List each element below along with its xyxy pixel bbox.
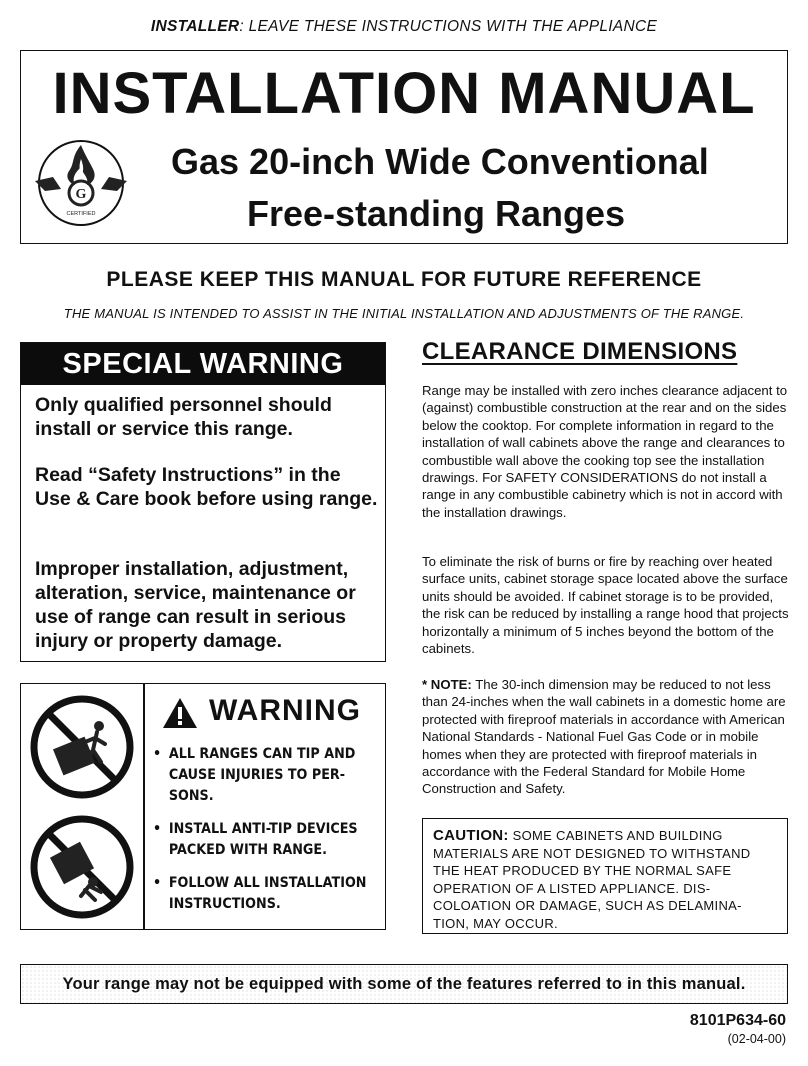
logo-text: CERTIFIED bbox=[66, 211, 96, 217]
warning-item: • ALL RANGES CAN TIP AND CAUSE INJURIES TO PER- SONS. bbox=[153, 744, 398, 807]
document-number: 8101P634-60 bbox=[689, 1012, 786, 1029]
clearance-paragraph-2: To eliminate the risk of burns or fire by reaching over heated surface units, cabinet storage space located above the surface units should be avoided. If cabinet storage is to be provided, the risk can be reduced by installing a range hood that projects horizontally a minimum of 5 inches beyond the bottom of the cabinets. bbox=[422, 554, 789, 657]
warning-word: WARNING bbox=[209, 694, 361, 727]
installer-text: : LEAVE THESE INSTRUCTIONS WITH THE APPLIANCE bbox=[239, 18, 658, 35]
special-warning-box bbox=[20, 342, 386, 662]
warning-item: • INSTALL ANTI-TIP DEVICES PACKED WITH RANGE. bbox=[153, 819, 398, 861]
special-warning-heading: SPECIAL WARNING bbox=[21, 343, 385, 385]
subtitle-line-1: Gas 20-inch Wide Conventional bbox=[171, 141, 709, 182]
features-notice-bar bbox=[20, 964, 788, 1004]
subtitle-line-2: Free-standing Ranges bbox=[246, 193, 626, 234]
installer-notice bbox=[0, 18, 808, 36]
flame-certification-seal-icon bbox=[31, 137, 143, 227]
caution-text: SOME CABINETS AND BUILDING MATERIALS ARE NOT DESIGNED TO WITHSTAND THE HEAT PRODUCED BY THE NORMAL SAFE OPERATION OF A LISTED APPLIANCE. DIS-COLOATION OR DAMAGE, SUCH AS DELAMINA-TION, MAY OCCUR. bbox=[433, 828, 751, 931]
document-date: (02-04-00) bbox=[727, 1032, 786, 1046]
caution-label: CAUTION: bbox=[433, 827, 509, 844]
warning-list bbox=[153, 744, 383, 927]
intended-notice: THE MANUAL IS INTENDED TO ASSIST IN THE INITIAL INSTALLATION AND ADJUSTMENTS OF THE RANGE. bbox=[63, 306, 745, 321]
special-warning-paragraph: Read “Safety Instructions” in the Use & Care book before using range. bbox=[35, 464, 378, 510]
warning-triangle-icon bbox=[161, 696, 199, 730]
main-title: INSTALLATION MANUAL bbox=[52, 61, 756, 126]
keep-manual-notice: PLEASE KEEP THIS MANUAL FOR FUTURE REFERENCE bbox=[106, 268, 702, 291]
caution-box bbox=[422, 818, 788, 934]
features-notice: Your range may not be equipped with some of the features referred to in this manual. bbox=[62, 975, 746, 993]
note-label: * NOTE: bbox=[422, 677, 472, 692]
installer-label: INSTALLER bbox=[150, 18, 240, 35]
clearance-heading: CLEARANCE DIMENSIONS bbox=[422, 338, 738, 365]
note-text: The 30-inch dimension may be reduced to not less than 24-inches when the wall cabinets in a domestic home are protected with fireproof materials in accordance with American National Standards - National Fuel Gas Code or in mobile homes when they are protected with fireproof materials in accordance with the Federal Standard for Mobile Home Construction and Safety. bbox=[422, 677, 786, 797]
clearance-paragraph-1: Range may be installed with zero inches clearance adjacent to (against) combustible construction at the rear and on the sides below the cooktop. For complete information in regard to the installation of wall cabinets above the range and clearances to combustible wall above the cooking top see the installation drawings. For SAFETY CONSIDERATIONS do not install a range in any combustible cabinetry which is not in accord with the installation drawings. bbox=[422, 383, 788, 520]
no-tipping-range-icon bbox=[27, 812, 137, 922]
warning-item: • FOLLOW ALL INSTALLATION INSTRUCTIONS. bbox=[153, 873, 398, 915]
special-warning-paragraph: Improper installation, adjustment, alteration, service, maintenance or use of range can result in serious injury or property damage. bbox=[35, 558, 356, 652]
clearance-note bbox=[422, 676, 790, 798]
tip-warning-box bbox=[20, 683, 386, 930]
svg-text:G: G bbox=[75, 187, 87, 202]
no-tipping-child-icon bbox=[27, 692, 137, 802]
warning-heading bbox=[161, 696, 381, 732]
title-box bbox=[20, 50, 788, 244]
special-warning-paragraph: Only qualified personnel should install or service this range. bbox=[35, 394, 332, 440]
divider bbox=[143, 684, 145, 929]
